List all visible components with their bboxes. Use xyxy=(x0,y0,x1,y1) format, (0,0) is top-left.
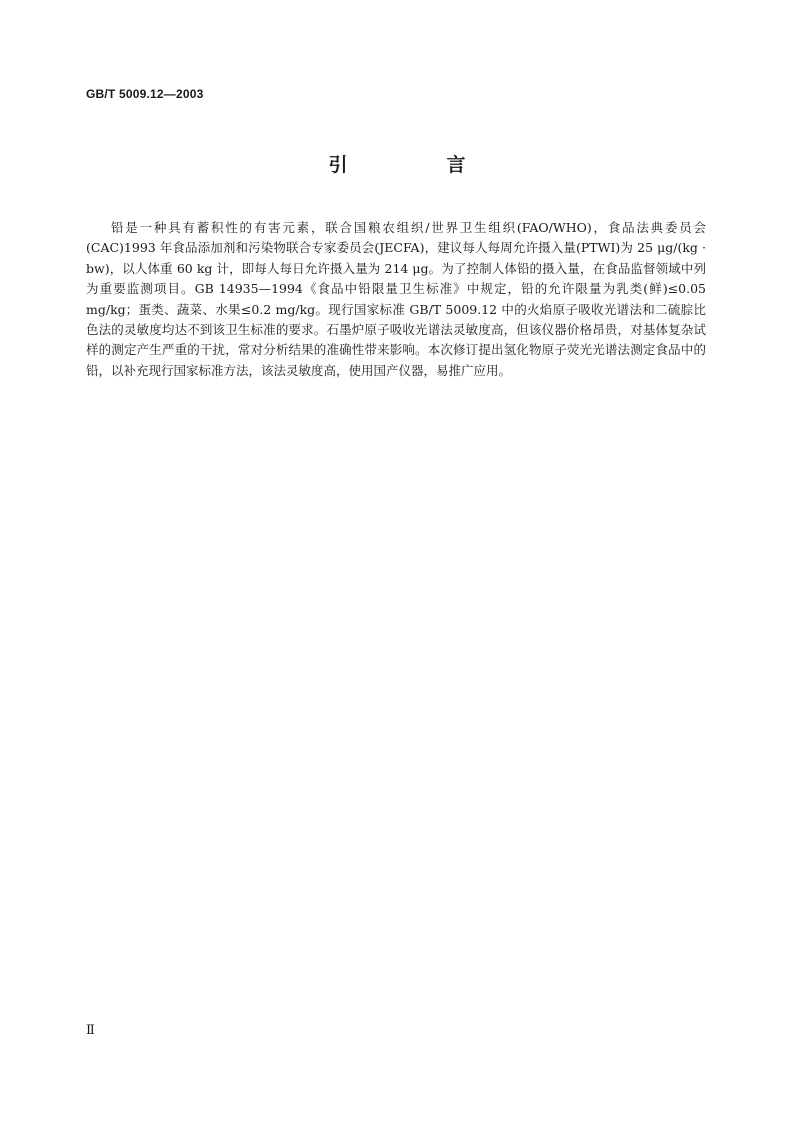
introduction-paragraph: 铅是一种具有蓄积性的有害元素，联合国粮农组织/世界卫生组织(FAO/WHO)，食品法典委员会(CAC)1993 年食品添加剂和污染物联合专家委员会(JECFA)，建议每人每周允许摄入量(PTWI)为 25 μg/(kg · bw)，以人体重 60 kg 计，即每人每日允许摄入量为 214 μg。为了控制人体铅的摄入量，在食品监督领域中列为重要监测项目。GB 14935—1994《食品中铅限量卫生标准》中规定，铅的允许限量为乳类(鲜)≤0.05 mg/kg；蛋类、蔬菜、水果≤0.2 mg/kg。现行国家标准 GB/T 5009.12 中的火焰原子吸收光谱法和二硫腙比色法的灵敏度均达不到该卫生标准的要求。石墨炉原子吸收光谱法灵敏度高，但该仪器价格昂贵，对基体复杂试样的测定产生严重的干扰，常对分析结果的准确性带来影响。本次修订提出氢化物原子荧光光谱法测定食品中的铅，以补充现行国家标准方法，该法灵敏度高，使用国产仪器，易推广应用。 xyxy=(86,220,706,378)
standard-code-header: GB/T 5009.12—2003 xyxy=(86,87,204,101)
page-number: Ⅱ xyxy=(86,1022,95,1037)
page-title: 引 言 xyxy=(328,154,506,176)
